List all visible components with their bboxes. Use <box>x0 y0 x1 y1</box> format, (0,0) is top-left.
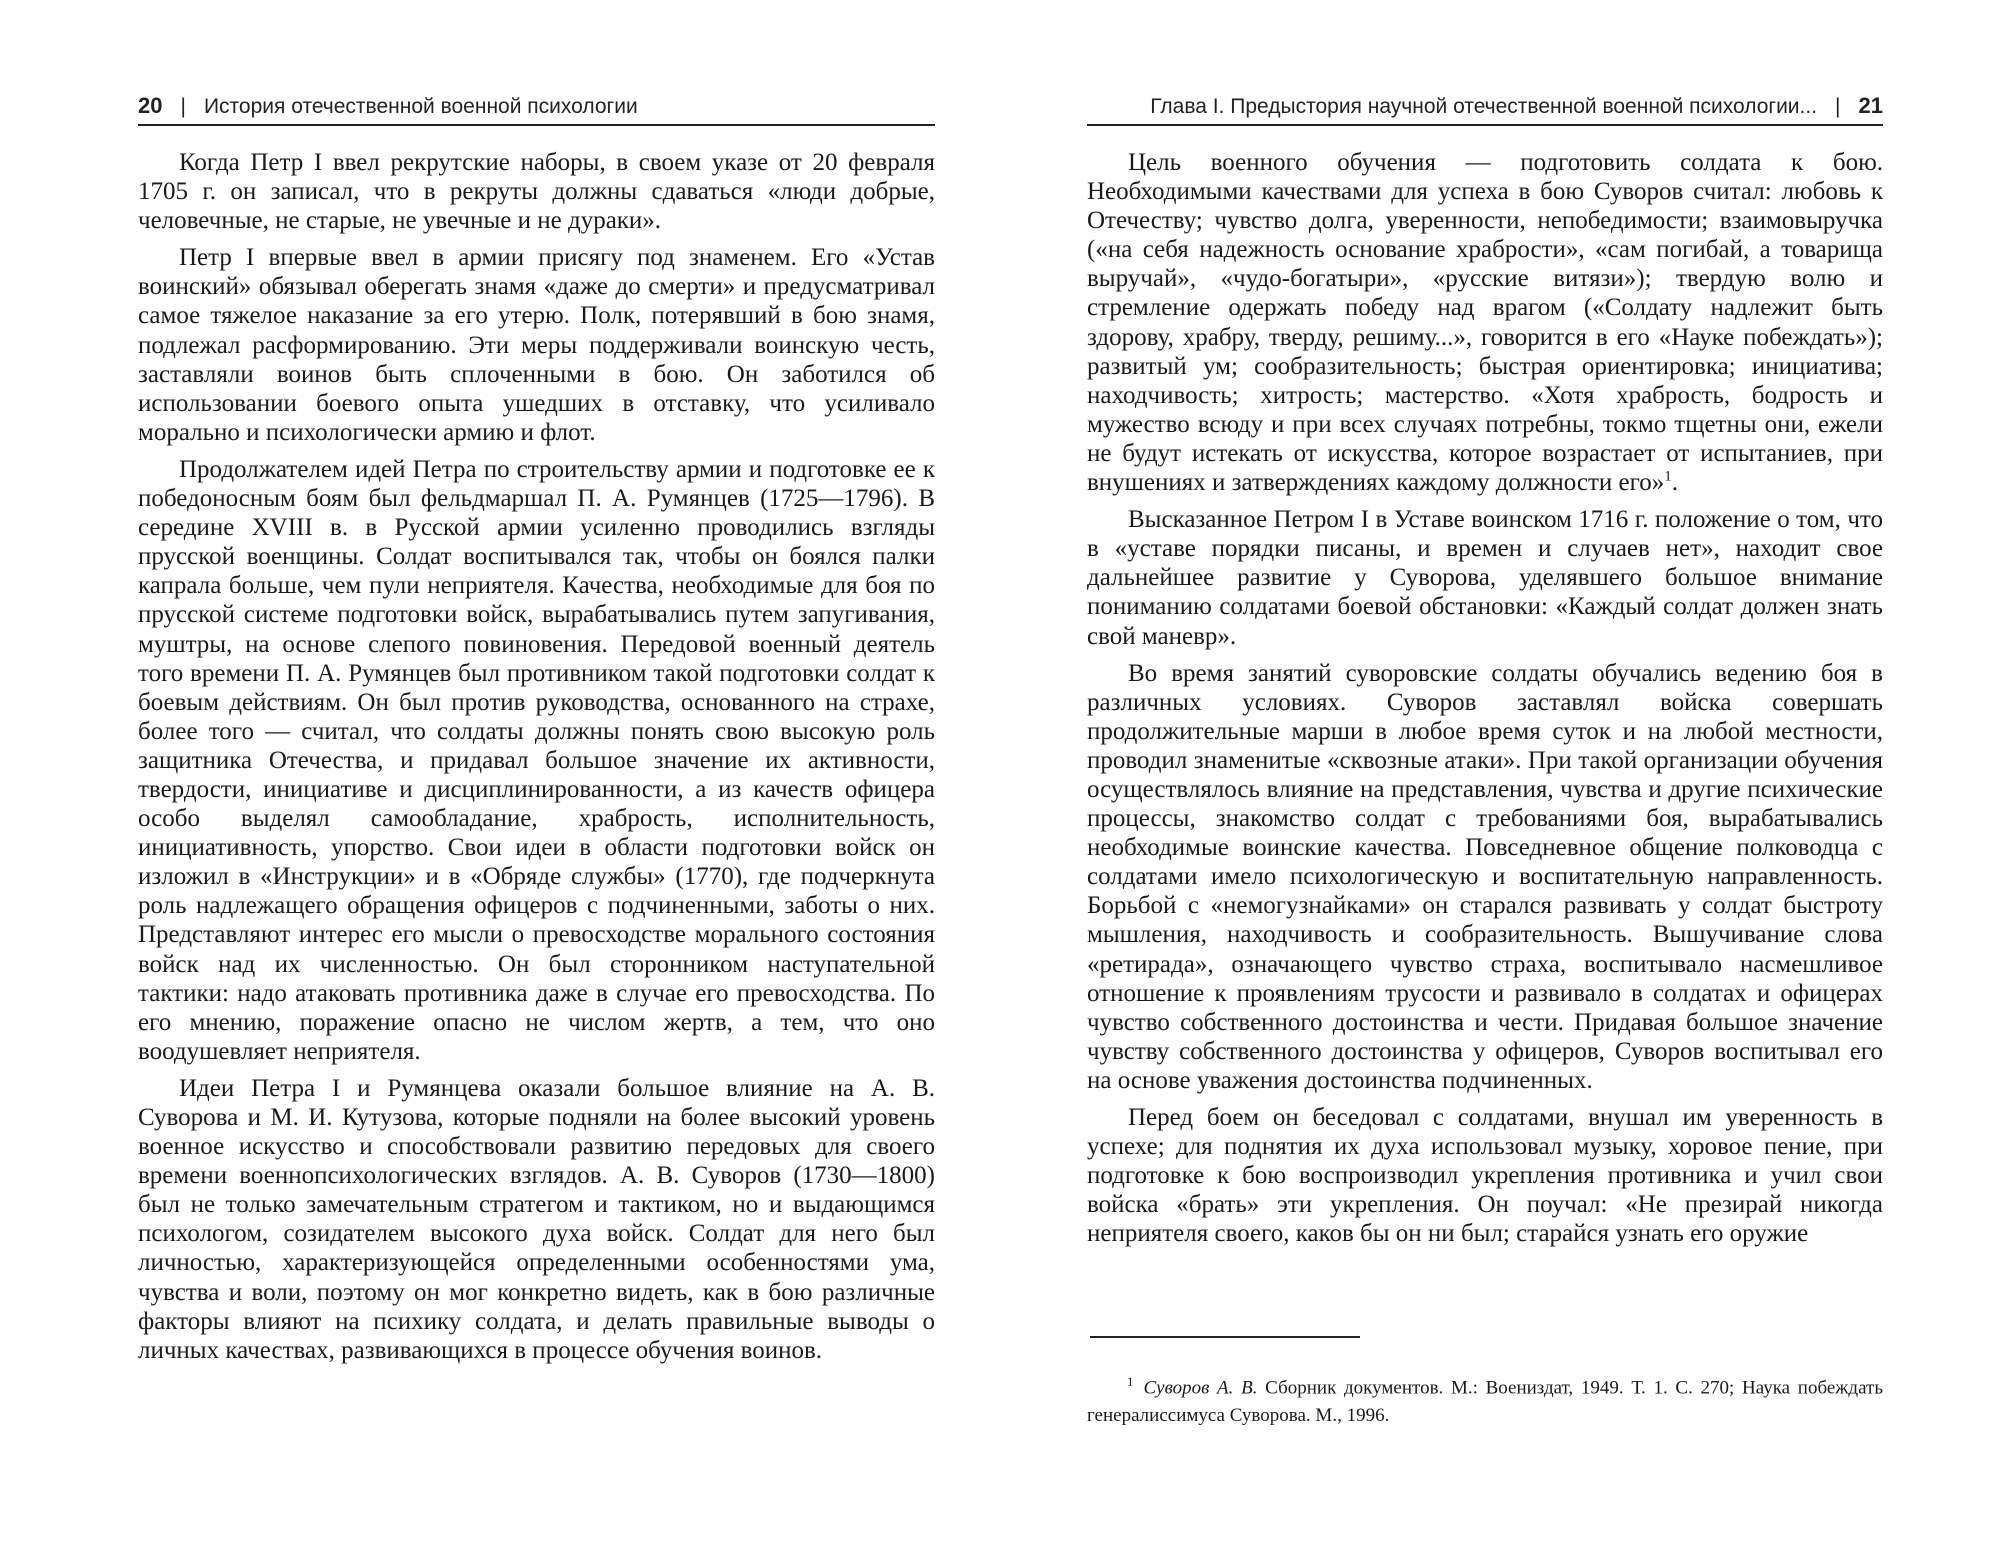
footnote-divider <box>1090 1336 1360 1338</box>
paragraph: Во время занятий суворовские солдаты обучались ведению боя в различных условиях. Суворов заставлял войска совершать продолжительные марши в любое время суток и на любой местности, проводил знаменитые «сквозные атаки». При такой организации обучения осуществлялось влияние на представления, чувства и другие психические процессы, знакомство солдат с требованиями боя, вырабатывались необходимые воинские качества. Повседневное общение полководца с солдатами имело психологическую и воспитательную направленность. Борьбой с «немогузнайками» он старался развивать у солдат быстроту мышления, находчивость и сообразительность. Вышучивание слова «ретирада», означающего чувство страха, воспитывало насмешливое отношение к проявлениям трусости и развивало в солдатах и офицерах чувство собственного достоинства и чести. Придавая большое значение чувству собственного достоинства у офицеров, Суворов воспитывал его на основе уважения достоинства подчиненных. <box>1087 659 1883 1094</box>
paragraph-text: Цель военного обучения — подготовить солдата к бою. Необходимыми качествами для успеха в бою Суворов считал: любовь к Отечеству; чувство долга, уверенности, непобедимости; взаимовыручка («на себя надежность основание храбрости», «сам погибай, а товарища выручай», «чудо-богатыри», «русские витязи»); твердую волю и стремление одержать победу над врагом («Солдату надлежит быть здорову, храбру, тверду, решиму...», говорится в его «Науке побеждать»); развитый ум; сообразительность; быстрая ориентировка; инициатива; находчивость; хитрость; мастерство. «Хотя храбрость, бодрость и мужество всюду и при всех случаях потребны, токмо тщетны они, ежели не будут истекать от искусства, которое возрастает от испытаниев, при внушениях и затверждениях каждому должности его» <box>1087 149 1883 497</box>
right-page <box>1087 0 1883 1545</box>
paragraph: Продолжателем идей Петра по строительству армии и подготовке ее к победоносным боям был фельдмаршал П. А. Румянцев (1725—1796). В середине XVIII в. в Русской армии усиленно проводились взгляды прусской военщины. Солдат воспитывался так, чтобы он боялся палки капрала больше, чем пули неприятеля. Качества, необходимые для боя по прусской системе подготовки войск, вырабатывались путем запугивания, муштры, на основе слепого повиновения. Передовой военный деятель того времени П. А. Румянцев был противником такой подготовки солдат к боевым действиям. Он был против руководства, основанного на страхе, более того — считал, что солдаты должны понять свою высокую роль защитника Отечества, и придавал большое значение их активности, твердости, инициативе и дисциплинированности, а из качеств офицера особо выделял самообладание, храбрость, исполнительность, инициативность, упорство. Свои идеи в области подготовки войск он изложил в «Инструкции» и в «Обряде службы» (1770), где подчеркнута роль надлежащего обращения офицеров с подчиненными, заботы о них. Представляют интерес его мысли о превосходстве морального состояния войск над их численностью. Он был сторонником наступательной тактики: надо атаковать противника даже в случае его превосходства. По его мнению, поражение опасно не числом жертв, а тем, что оно воодушевляет неприятеля. <box>138 455 935 1065</box>
paragraph: Когда Петр I ввел рекрутские наборы, в своем указе от 20 февраля 1705 г. он записал, что в рекруты должны сдаваться «люди добрые, человечные, не старые, не увечные и не дураки». <box>138 149 935 235</box>
right-running-head <box>1087 88 1883 126</box>
footnote <box>1087 1368 1883 1430</box>
paragraph: Высказанное Петром I в Уставе воинском 1716 г. положение о том, что в «уставе порядки писаны, и времен и случаев нет», находит свое дальнейшее развитие у Суворова, уделявшего большое внимание пониманию солдатами боевой обстановки: «Каждый солдат должен знать свой маневр». <box>1087 506 1883 650</box>
left-running-head <box>138 88 935 126</box>
left-header-title: История отечественной военной психологии <box>203 95 638 118</box>
paragraph: Петр I впервые ввел в армии присягу под знаменем. Его «Устав воинский» обязывал оберегать знамя «даже до смерти» и предусматривал самое тяжелое наказание за его утерю. Полк, потерявший в бою знамя, подлежал расформированию. Эти меры поддерживали воинскую честь, заставляли воинов быть сплоченными в бою. Он заботился об использовании боевого опыта ушедших в отставку, что усиливало морально и психологически армию и флот. <box>138 244 935 446</box>
right-header-title: Глава I. Предыстория научной отечественной военной психологии... <box>1150 95 1818 118</box>
left-body-text <box>138 148 935 1373</box>
footnote-text: Сборник документов. М.: Воениздат, 1949. Т. 1. С. 270; Наука побеждать генералиссимуса Суворова. М., 1996. <box>1087 1377 1884 1427</box>
footnote-mark: 1 <box>1127 1374 1134 1389</box>
paragraph: Цель военного обучения — подготовить солдата к бою. Необходимыми качествами для успеха в бою Суворов считал: любовь к Отечеству; чувство долга, уверенности, непобедимости; взаимовыручка («на себя надежность основание храбрости», «сам погибай, а товарища выручай», «чудо-богатыри», «русские витязи»); твердую волю и стремление одержать победу над врагом («Солдату надлежит быть здорову, храбру, тверду, решиму...», говорится в его «Науке побеждать»); развитый ум; сообразительность; быстрая ориентировка; инициатива; находчивость; хитрость; мастерство. «Хотя храбрость, бодрость и мужество всюду и при всех случаях потребны, токмо тщетны они, ежели не будут истекать от искусства, которое возрастает от испытаниев, при внушениях и затверждениях каждому должности его»$^1$. <box>1087 149 1883 497</box>
paragraph: Идеи Петра I и Румянцева оказали большое влияние на А. В. Суворова и М. И. Кутузова, которые подняли на более высокий уровень военное искусство и способствовали развитию передовых для своего времени военнопсихологических взглядов. А. В. Суворов (1730—1800) был не только замечательным стратегом и тактиком, но и выдающимся психологом, созидателем высокого духа войск. Солдат для него был личностью, характеризующейся определенными особенностями ума, чувства и воли, поэтому он мог конкретно видеть, как в бою различные факторы влияют на психику солдата, и делать правильные выводы о личных качествах, развивающихся в процессе обучения воинов. <box>138 1074 935 1364</box>
left-header-separator: | <box>180 95 186 118</box>
left-page-number: 20 <box>138 93 163 118</box>
footnote-author: Суворов А. В. <box>1143 1377 1258 1399</box>
right-body-text <box>1087 148 1883 1256</box>
paragraph: Перед боем он беседовал с солдатами, внушал им уверенность в успехе; для поднятия их духа использовал музыку, хоровое пение, при подготовке к бою воспроизводил укрепления противника и учил свои войска «брать» эти укрепления. Он поучал: «Не презирай никогда неприятеля своего, каков бы он ни был; старайся узнать его оружие <box>1087 1104 1883 1248</box>
right-page-number: 21 <box>1858 93 1883 118</box>
right-header-separator: | <box>1835 95 1841 118</box>
left-page <box>138 0 935 1545</box>
footnote-reference[interactable]: 1 <box>1664 468 1672 485</box>
